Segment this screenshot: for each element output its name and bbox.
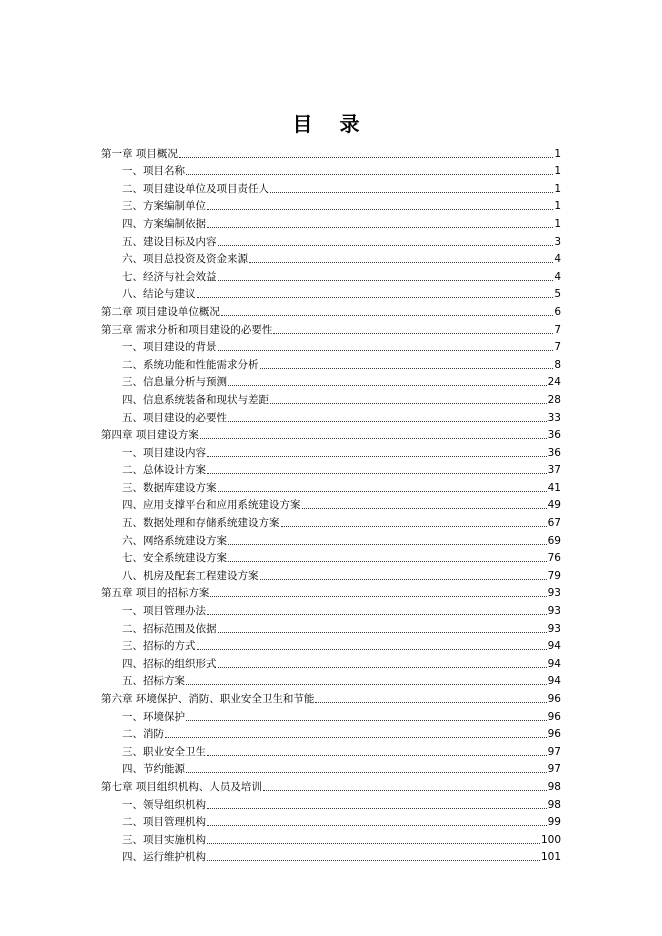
toc-dot-leader — [218, 667, 547, 668]
toc-entry-page-number: 100 — [540, 833, 561, 846]
toc-dot-leader — [210, 596, 546, 597]
toc-dot-leader — [218, 491, 547, 492]
toc-entry-label: 二、系统功能和性能需求分析 — [122, 358, 259, 371]
toc-entry-label: 七、经济与社会效益 — [122, 270, 217, 283]
toc-entry-page-number: 5 — [554, 288, 561, 301]
toc-dot-leader — [207, 456, 547, 457]
toc-entry-label: 一、领导组织机构 — [122, 798, 206, 811]
toc-entry-page-number: 94 — [547, 640, 561, 653]
toc-dot-leader — [207, 209, 553, 210]
toc-entry-label: 一、项目建设的背景 — [122, 341, 217, 354]
toc-section-entry[interactable] — [101, 564, 561, 582]
toc-entry-label: 六、项目总投资及资金来源 — [122, 253, 248, 266]
toc-section-entry[interactable] — [101, 441, 561, 459]
toc-dot-leader — [207, 808, 547, 809]
page-title: 目 录 — [292, 112, 370, 136]
toc-section-entry[interactable] — [101, 652, 561, 670]
toc-dot-leader — [302, 508, 547, 509]
toc-entry-page-number: 94 — [547, 657, 561, 670]
toc-dot-leader — [228, 421, 547, 422]
toc-entry-page-number: 97 — [547, 745, 561, 758]
table-of-contents — [101, 142, 561, 863]
toc-section-entry[interactable] — [101, 388, 561, 406]
toc-entry-label: 四、节约能源 — [122, 763, 185, 776]
toc-section-entry[interactable] — [101, 212, 561, 230]
toc-entry-page-number: 96 — [547, 693, 561, 705]
toc-entry-label: 四、运行维护机构 — [122, 851, 206, 864]
toc-entry-page-number: 1 — [554, 182, 561, 195]
toc-section-entry[interactable] — [101, 846, 561, 864]
toc-dot-leader — [270, 192, 553, 193]
toc-entry-label: 三、职业安全卫生 — [122, 745, 206, 758]
toc-entry-label: 二、总体设计方案 — [122, 464, 206, 477]
toc-dot-leader — [207, 755, 547, 756]
toc-dot-leader — [270, 403, 547, 404]
toc-section-entry[interactable] — [101, 459, 561, 477]
toc-entry-page-number: 8 — [554, 358, 561, 371]
toc-entry-label: 二、项目管理机构 — [122, 816, 206, 829]
toc-dot-leader — [221, 315, 553, 316]
toc-entry-label: 五、建设目标及内容 — [122, 235, 217, 248]
toc-section-entry[interactable] — [101, 160, 561, 178]
toc-section-entry[interactable] — [101, 793, 561, 811]
toc-chapter-entry[interactable] — [101, 318, 561, 336]
toc-dot-leader — [207, 473, 547, 474]
toc-entry-page-number: 37 — [547, 464, 561, 477]
toc-entry-page-number: 101 — [540, 851, 561, 864]
toc-entry-label: 三、数据库建设方案 — [122, 481, 217, 494]
toc-chapter-entry[interactable] — [101, 687, 561, 705]
toc-entry-label: 三、方案编制单位 — [122, 200, 206, 213]
toc-entry-page-number: 1 — [554, 217, 561, 230]
toc-entry-page-number: 76 — [547, 552, 561, 565]
toc-entry-label: 二、招标范围及依据 — [122, 622, 217, 635]
toc-dot-leader — [200, 438, 547, 439]
toc-entry-label: 五、招标方案 — [122, 675, 185, 688]
toc-entry-label: 四、信息系统装备和现状与差距 — [122, 393, 269, 406]
toc-chapter-entry[interactable] — [101, 424, 561, 442]
toc-dot-leader — [207, 227, 553, 228]
toc-dot-leader — [315, 702, 546, 703]
toc-section-entry[interactable] — [101, 617, 561, 635]
toc-entry-label: 第四章 项目建设方案 — [101, 429, 199, 442]
toc-entry-page-number: 79 — [547, 569, 561, 582]
toc-dot-leader — [249, 262, 553, 263]
toc-entry-label: 第七章 项目组织机构、人员及培训 — [101, 780, 262, 793]
toc-dot-leader — [207, 825, 547, 826]
toc-dot-leader — [260, 579, 547, 580]
toc-entry-page-number: 93 — [547, 622, 561, 635]
toc-entry-page-number: 41 — [547, 481, 561, 494]
toc-section-entry[interactable] — [101, 248, 561, 266]
toc-entry-label: 三、信息量分析与预测 — [122, 376, 227, 389]
toc-dot-leader — [218, 245, 554, 246]
toc-entry-page-number: 96 — [547, 728, 561, 741]
toc-section-entry[interactable] — [101, 353, 561, 371]
toc-entry-page-number: 94 — [547, 675, 561, 688]
toc-entry-page-number: 36 — [547, 429, 561, 442]
toc-section-entry[interactable] — [101, 599, 561, 617]
toc-dot-leader — [207, 860, 540, 861]
toc-dot-leader — [228, 544, 547, 545]
toc-section-entry[interactable] — [101, 371, 561, 389]
toc-entry-page-number: 93 — [547, 587, 561, 600]
toc-entry-page-number: 3 — [554, 235, 561, 248]
toc-dot-leader — [186, 684, 547, 685]
toc-entry-label: 四、招标的组织形式 — [122, 657, 217, 670]
toc-entry-page-number: 24 — [547, 376, 561, 389]
toc-entry-page-number: 1 — [554, 165, 561, 178]
toc-entry-page-number: 93 — [547, 605, 561, 618]
toc-entry-label: 八、结论与建议 — [122, 288, 196, 301]
toc-entry-label: 一、项目名称 — [122, 165, 185, 178]
toc-section-entry[interactable] — [101, 494, 561, 512]
toc-entry-page-number: 7 — [554, 323, 561, 336]
toc-entry-label: 第六章 环境保护、消防、职业安全卫生和节能 — [101, 693, 315, 705]
toc-section-entry[interactable] — [101, 547, 561, 565]
toc-entry-label: 三、项目实施机构 — [122, 833, 206, 846]
toc-section-entry[interactable] — [101, 828, 561, 846]
toc-entry-page-number: 28 — [547, 393, 561, 406]
toc-section-entry[interactable] — [101, 511, 561, 529]
toc-section-entry[interactable] — [101, 230, 561, 248]
toc-section-entry[interactable] — [101, 758, 561, 776]
toc-dot-leader — [165, 737, 547, 738]
toc-dot-leader — [273, 333, 553, 334]
toc-entry-label: 一、项目建设内容 — [122, 446, 206, 459]
toc-entry-page-number: 1 — [554, 147, 561, 160]
toc-entry-label: 第二章 项目建设单位概况 — [101, 305, 220, 318]
toc-chapter-entry[interactable] — [101, 142, 561, 160]
toc-dot-leader — [186, 772, 547, 773]
toc-entry-label: 一、项目管理办法 — [122, 605, 206, 618]
toc-entry-label: 二、消防 — [122, 728, 164, 741]
toc-entry-label: 第三章 需求分析和项目建设的必要性 — [101, 323, 273, 336]
toc-dot-leader — [197, 297, 554, 298]
toc-dot-leader — [197, 649, 547, 650]
toc-entry-page-number: 69 — [547, 534, 561, 547]
toc-entry-page-number: 98 — [547, 798, 561, 811]
toc-entry-page-number: 4 — [554, 270, 561, 283]
toc-dot-leader — [228, 385, 547, 386]
toc-dot-leader — [179, 157, 553, 158]
toc-entry-label: 第一章 项目概况 — [101, 147, 178, 160]
toc-dot-leader — [207, 614, 547, 615]
toc-dot-leader — [260, 368, 554, 369]
toc-entry-label: 六、网络系统建设方案 — [122, 534, 227, 547]
toc-section-entry[interactable] — [101, 336, 561, 354]
toc-section-entry[interactable] — [101, 723, 561, 741]
toc-entry-page-number: 98 — [547, 780, 561, 793]
toc-dot-leader — [263, 790, 547, 791]
toc-entry-label: 三、招标的方式 — [122, 640, 196, 653]
toc-entry-label: 五、数据处理和存储系统建设方案 — [122, 517, 280, 530]
toc-entry-page-number: 99 — [547, 816, 561, 829]
toc-entry-page-number: 7 — [554, 341, 561, 354]
toc-section-entry[interactable] — [101, 635, 561, 653]
toc-entry-page-number: 67 — [547, 517, 561, 530]
toc-dot-leader — [207, 843, 540, 844]
toc-dot-leader — [281, 526, 547, 527]
toc-entry-label: 八、机房及配套工程建设方案 — [122, 569, 259, 582]
toc-entry-page-number: 97 — [547, 763, 561, 776]
toc-dot-leader — [218, 280, 554, 281]
toc-section-entry[interactable] — [101, 177, 561, 195]
toc-dot-leader — [218, 350, 554, 351]
toc-dot-leader — [218, 632, 547, 633]
toc-section-entry[interactable] — [101, 740, 561, 758]
toc-dot-leader — [186, 720, 547, 721]
toc-entry-label: 四、应用支撑平台和应用系统建设方案 — [122, 499, 301, 512]
toc-section-entry[interactable] — [101, 265, 561, 283]
toc-section-entry[interactable] — [101, 670, 561, 688]
toc-entry-label: 二、项目建设单位及项目责任人 — [122, 182, 269, 195]
toc-chapter-entry[interactable] — [101, 582, 561, 600]
toc-section-entry[interactable] — [101, 195, 561, 213]
toc-entry-page-number: 96 — [547, 710, 561, 723]
toc-section-entry[interactable] — [101, 811, 561, 829]
toc-entry-label: 七、安全系统建设方案 — [122, 552, 227, 565]
toc-entry-page-number: 49 — [547, 499, 561, 512]
toc-section-entry[interactable] — [101, 406, 561, 424]
toc-entry-page-number: 6 — [554, 305, 561, 318]
toc-entry-label: 五、项目建设的必要性 — [122, 411, 227, 424]
toc-section-entry[interactable] — [101, 283, 561, 301]
toc-entry-page-number: 36 — [547, 446, 561, 459]
toc-chapter-entry[interactable] — [101, 300, 561, 318]
toc-dot-leader — [186, 174, 553, 175]
toc-section-entry[interactable] — [101, 529, 561, 547]
toc-section-entry[interactable] — [101, 705, 561, 723]
toc-entry-page-number: 1 — [554, 200, 561, 213]
toc-entry-label: 第五章 项目的招标方案 — [101, 587, 210, 600]
toc-dot-leader — [228, 561, 547, 562]
toc-chapter-entry[interactable] — [101, 775, 561, 793]
toc-entry-page-number: 4 — [554, 253, 561, 266]
toc-entry-label: 一、环境保护 — [122, 710, 185, 723]
toc-entry-label: 四、方案编制依据 — [122, 217, 206, 230]
toc-entry-page-number: 33 — [547, 411, 561, 424]
toc-section-entry[interactable] — [101, 476, 561, 494]
